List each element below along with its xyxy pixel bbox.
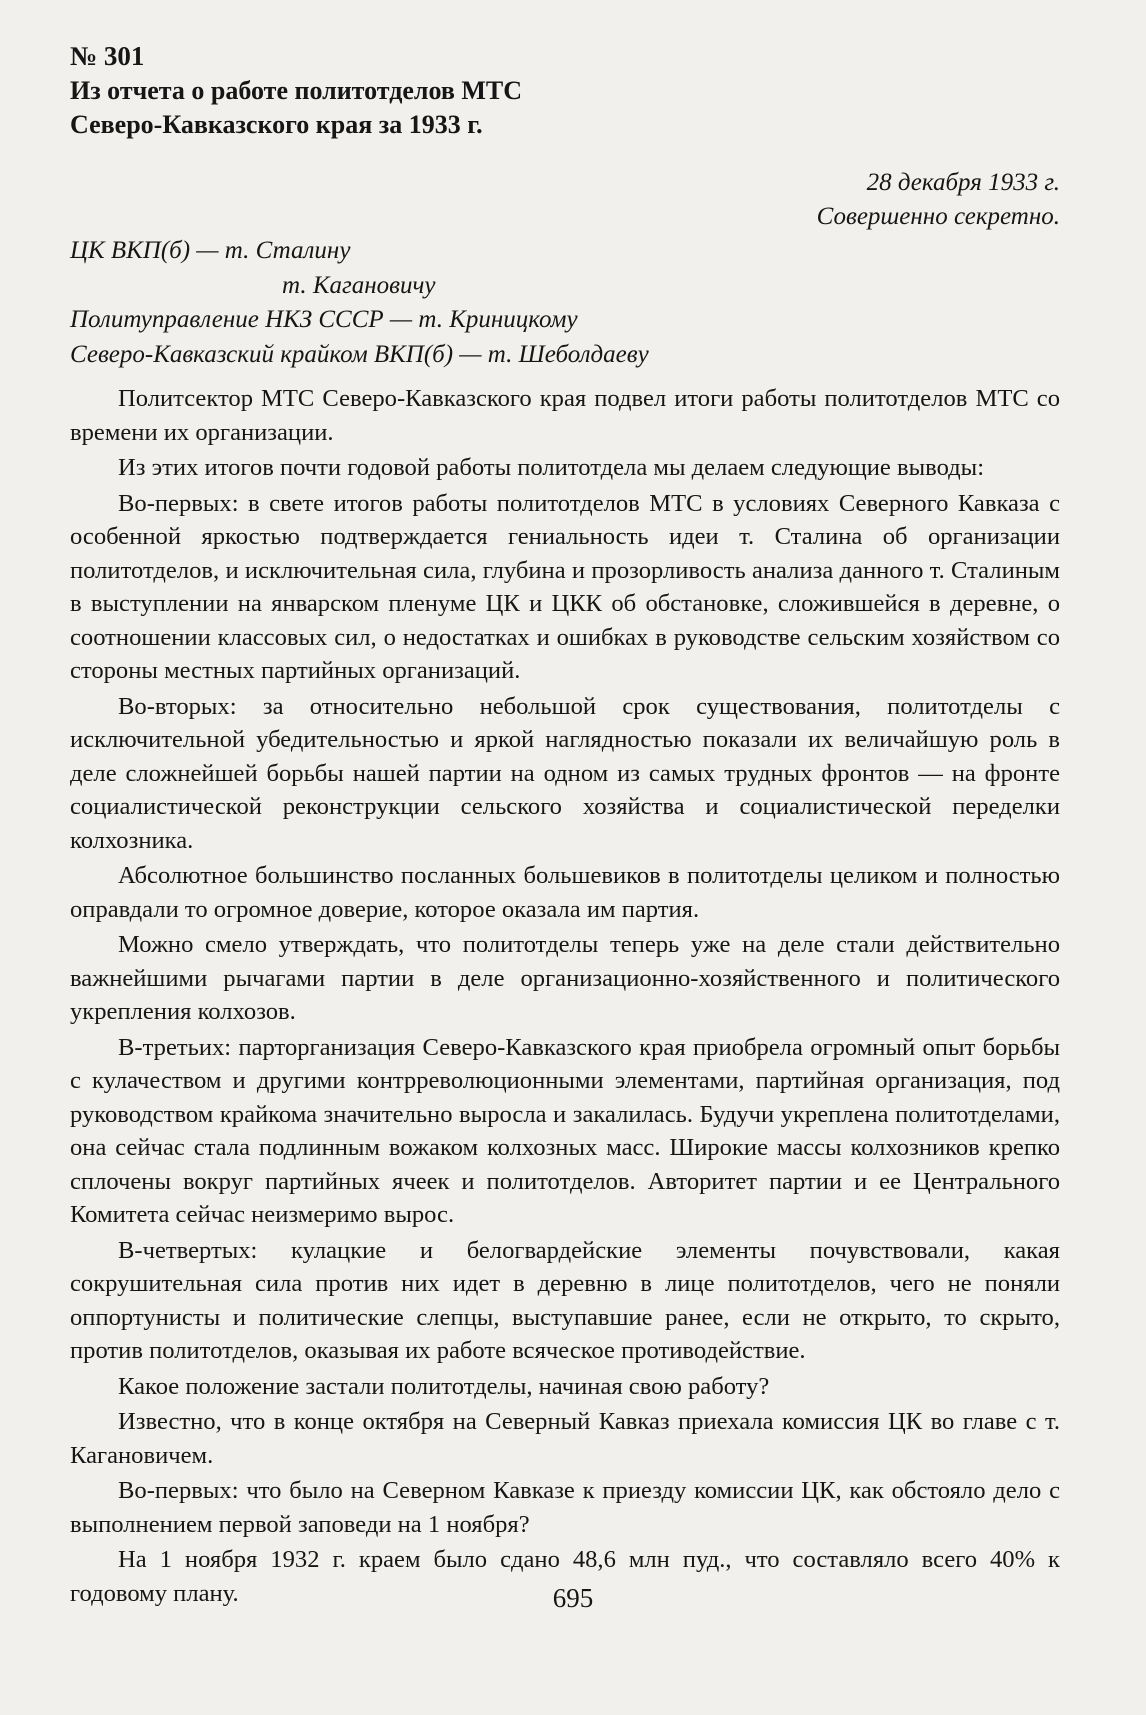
paragraph: Какое положение застали политотделы, начиная свою работу?	[118, 1372, 770, 1400]
title-line: Из отчета о работе политотделов МТС	[70, 76, 523, 105]
document-date: 28 декабря 1933 г.	[866, 169, 1060, 196]
paragraph: Во-первых: в свете итогов работы политотделов МТС в условиях Северного Кавказа с особенной яркостью подтверждается гениальность идеи т. Сталина об организации политотделов, и исключительная сила, глубина и прозорливость анализа данного т. Сталиным в выступлении на январском пленуме ЦК и ЦКК об обстановке, сложившейся в деревне, о соотношении классовых сил, о недостатках и ошибках в руководстве сельским хозяйством со стороны местных партийных организаций.	[70, 489, 1060, 684]
paragraph: Известно, что в конце октября на Северный Кавказ приехала комиссия ЦК во главе с т. Кагановичем.	[70, 1408, 1060, 1469]
classification-stamp: Совершенно секретно.	[816, 203, 1060, 230]
page-number: 695	[552, 1583, 594, 1613]
paragraph: Политсектор МТС Северо-Кавказского края подвел итоги работы политотделов МТС со времени их организации.	[70, 385, 1060, 446]
paragraph: Во-первых: что было на Северном Кавказе к приезду комиссии ЦК, как обстояло дело с выполнением первой заповеди на 1 ноября?	[70, 1477, 1060, 1538]
paragraph: Из этих итогов почти годовой работы политотдела мы делаем следующие выводы:	[118, 454, 985, 481]
addressee: т. Кагановичу	[282, 271, 436, 299]
addressee: Политуправление НКЗ СССР — т. Криницкому	[70, 306, 578, 333]
paragraph: В-четвертых: кулацкие и белогвардейские элементы почувствовали, какая сокрушительная сила против них идет в деревню в лице политотделов, чего не поняли оппортунисты и политические слепцы, выступавшие ранее, если не открыто, то скрыто, против политотделов, оказывая их работе всяческое противодействие.	[70, 1236, 1060, 1364]
paragraph: Можно смело утверждать, что политотделы теперь уже на деле стали действительно важнейшими рычагами партии в деле организационно-хозяйственного и политического укрепления колхозов.	[70, 931, 1060, 1025]
addressee: Северо-Кавказский крайком ВКП(б) — т. Шеболдаеву	[70, 340, 649, 368]
paragraph: В-третьих: парторганизация Северо-Кавказского края приобрела огромный опыт борьбы с кулачеством и другими контрреволюционными элементами, партийная организация, под руководством крайкома значительно выросла и закалилась. Будучи укреплена политотделами, она сейчас стала подлинным вожаком колхозных масс. Широкие массы колхозников крепко сплочены вокруг партийных ячеек и политотделов. Авторитет партии и ее Центрального Комитета сейчас неизмеримо вырос.	[70, 1033, 1060, 1228]
document-body	[70, 382, 1060, 1610]
addressee-list	[70, 234, 1060, 372]
title-line: Северо-Кавказского края за 1933 г.	[70, 110, 483, 139]
paragraph: На 1 ноября 1932 г. краем было сдано 48,6 млн пуд., что составляло всего 40% к годовому плану.	[70, 1546, 1060, 1607]
document-title	[70, 74, 1060, 142]
paragraph: Во-вторых: за относительно небольшой срок существования, политотделы с исключительной убедительностью и яркой наглядностью показали их величайшую роль в деле сложнейшей борьбы нашей партии на одном из самых трудных фронтов — на фронте социалистической реконструкции сельского хозяйства и социалистической переделки колхозника.	[70, 692, 1060, 854]
document-meta	[70, 166, 1060, 234]
document-number: № 301	[70, 41, 145, 71]
addressee: ЦК ВКП(б) — т. Сталину	[70, 237, 351, 264]
paragraph: Абсолютное большинство посланных большевиков в политотделы целиком и полностью оправдали то огромное доверие, которое оказала им партия.	[70, 862, 1060, 923]
